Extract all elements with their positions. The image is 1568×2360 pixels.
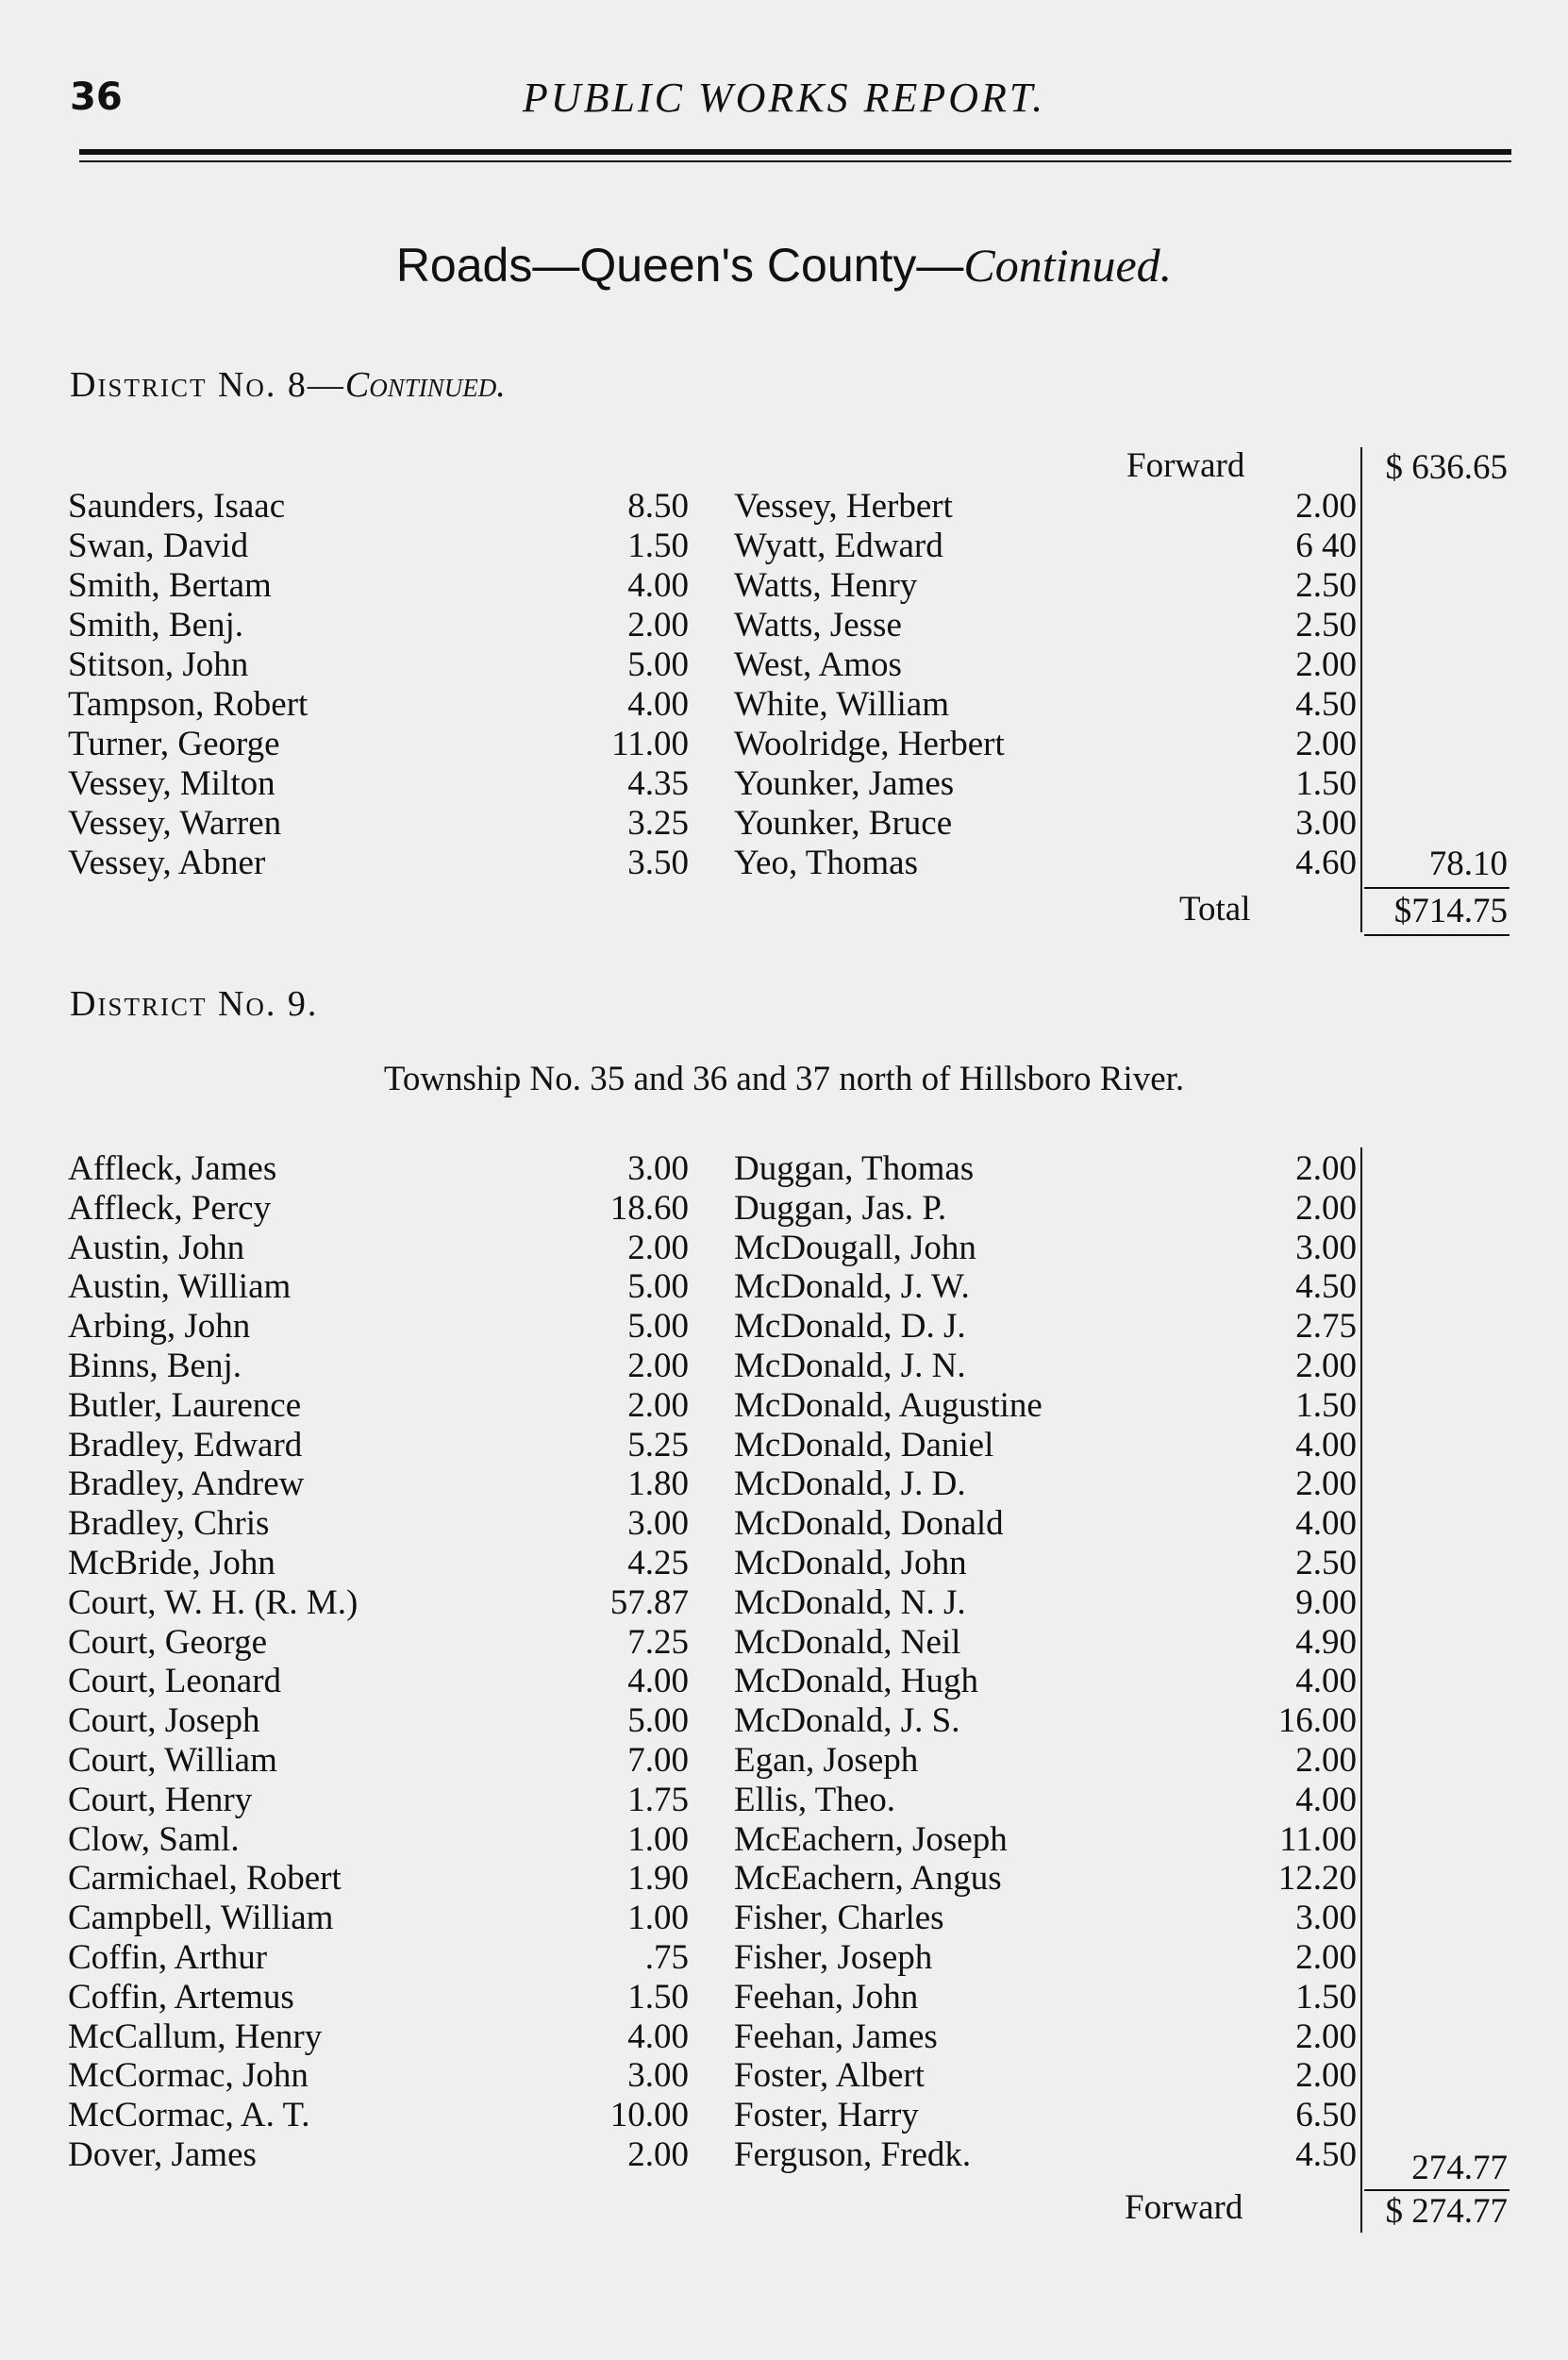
entry-name: McDonald, J. D. (734, 1465, 966, 1504)
entry-amount: 2.00 (1295, 2017, 1357, 2056)
header-rule-thin (79, 160, 1511, 162)
entry-name: Fisher, Charles (734, 1899, 944, 1938)
entry-name: Smith, Bertam (68, 566, 272, 605)
district-8-total-amount: $714.75 (1393, 892, 1508, 930)
entry-amount: 5.00 (627, 1701, 689, 1741)
entry-amount: 6.50 (1295, 2096, 1357, 2135)
table-row (0, 1781, 1568, 1820)
entry-amount: 4.60 (1295, 844, 1357, 882)
entry-name: Bradley, Andrew (68, 1465, 305, 1504)
entry-amount: 2.00 (1295, 1188, 1357, 1228)
table-row (0, 1229, 1568, 1268)
page-title-italic: Continued. (963, 239, 1173, 292)
entry-amount: 4.00 (1295, 1504, 1357, 1544)
district-9-forward-amount: $ 274.77 (1385, 2192, 1508, 2231)
entry-name: McDonald, J. W. (734, 1267, 970, 1307)
entry-name: McDonald, Daniel (734, 1425, 994, 1465)
entry-amount: 2.75 (1295, 1307, 1357, 1347)
district-8-label: District No. 8— (70, 365, 345, 405)
entry-amount: 5.00 (627, 1267, 689, 1307)
entry-amount: 3.00 (627, 1149, 689, 1188)
entry-amount: 1.00 (627, 1819, 689, 1859)
entry-name: McBride, John (68, 1544, 275, 1582)
entry-amount: 2.00 (1295, 487, 1357, 526)
entry-amount: .75 (644, 1938, 689, 1977)
table-row (0, 1741, 1568, 1781)
entry-name: Clow, Saml. (68, 1819, 240, 1859)
entry-name: Court, W. H. (R. M.) (68, 1582, 359, 1622)
entry-name: Coffin, Artemus (68, 1977, 294, 2017)
entry-name: Court, George (68, 1622, 267, 1662)
entry-amount: 1.50 (1295, 764, 1357, 803)
table-row (0, 1701, 1568, 1741)
entry-amount: 2.00 (1295, 2056, 1357, 2096)
district-8-label-italic: Continued. (344, 365, 506, 405)
entry-name: Foster, Harry (734, 2096, 919, 2135)
entry-name: Egan, Joseph (734, 1741, 919, 1780)
entry-amount: 2.00 (627, 1385, 689, 1425)
entry-name: Smith, Benj. (68, 606, 244, 644)
entry-name: McDonald, Neil (734, 1622, 961, 1662)
table-row (0, 1504, 1568, 1544)
table-row (0, 2056, 1568, 2096)
entry-amount: 2.00 (627, 606, 689, 644)
entry-name: Ferguson, Fredk. (734, 2135, 972, 2174)
entry-amount: 2.50 (1295, 566, 1357, 605)
entry-name: Foster, Albert (734, 2056, 926, 2096)
table-row (0, 2135, 1568, 2175)
entry-name: White, William (734, 685, 949, 724)
entry-amount: 57.87 (609, 1582, 689, 1622)
page-title-main: Roads—Queen's County— (395, 239, 964, 292)
page-number: 36 (70, 75, 123, 119)
entry-amount: 5.00 (627, 645, 689, 684)
entry-name: Stitson, John (68, 645, 249, 684)
table-row (0, 487, 1568, 527)
table-row (0, 1307, 1568, 1347)
entry-name: Campbell, William (68, 1899, 334, 1938)
district-8-total-rule (1364, 934, 1510, 936)
entry-name: Younker, Bruce (734, 804, 953, 843)
table-row (0, 1938, 1568, 1978)
entry-name: Swan, David (68, 527, 249, 565)
entry-amount: 4.50 (1295, 1267, 1357, 1307)
entry-name: McCallum, Henry (68, 2017, 323, 2056)
table-row (0, 1859, 1568, 1899)
entry-name: McDonald, Hugh (734, 1662, 978, 1701)
entry-amount: 3.50 (627, 844, 689, 882)
entry-amount: 4.00 (627, 566, 689, 605)
table-row (0, 1267, 1568, 1307)
entry-amount: 4.50 (1295, 2135, 1357, 2174)
entry-amount: 2.00 (1295, 1465, 1357, 1504)
entry-amount: 2.50 (1295, 606, 1357, 644)
entry-amount: 10.00 (609, 2096, 689, 2135)
entry-amount: 4.90 (1295, 1622, 1357, 1662)
table-row (0, 1662, 1568, 1701)
table-row (0, 685, 1568, 725)
table-row (0, 2096, 1568, 2135)
table-row (0, 1978, 1568, 2017)
entry-name: McDonald, Augustine (734, 1385, 1043, 1425)
entry-amount: 4.50 (1295, 685, 1357, 724)
entry-amount: 2.00 (627, 1347, 689, 1385)
entry-name: Affleck, Percy (68, 1188, 272, 1228)
entry-amount: 3.00 (627, 1504, 689, 1544)
entry-name: Feehan, James (734, 2017, 938, 2056)
table-row (0, 1347, 1568, 1386)
entry-amount: 4.00 (1295, 1662, 1357, 1701)
entry-name: Vessey, Herbert (734, 487, 953, 526)
entry-name: Binns, Benj. (68, 1347, 242, 1385)
entry-amount: 3.00 (627, 2056, 689, 2096)
entry-amount: 4.00 (627, 685, 689, 724)
entry-name: Court, Leonard (68, 1662, 282, 1701)
entry-amount: 5.25 (627, 1425, 689, 1465)
entry-amount: 18.60 (609, 1188, 689, 1228)
entry-amount: 2.00 (627, 1228, 689, 1267)
table-row (0, 527, 1568, 566)
entry-name: McEachern, Angus (734, 1859, 1002, 1899)
entry-amount: 2.00 (1295, 725, 1357, 763)
entry-name: Yeo, Thomas (734, 844, 918, 882)
table-row (0, 804, 1568, 844)
table-row (0, 2017, 1568, 2057)
entry-name: Carmichael, Robert (68, 1859, 342, 1899)
entry-name: McEachern, Joseph (734, 1819, 1008, 1859)
entry-amount: 2.00 (1295, 1938, 1357, 1977)
entry-name: Younker, James (734, 764, 955, 803)
entry-name: McDonald, Donald (734, 1504, 1004, 1544)
entry-name: Ellis, Theo. (734, 1780, 895, 1819)
entry-name: McDougall, John (734, 1228, 976, 1267)
entry-amount: 1.00 (627, 1899, 689, 1938)
entry-amount: 4.00 (627, 1662, 689, 1701)
entry-amount: 6 40 (1295, 527, 1357, 565)
district-8-forward-label: Forward (1126, 446, 1245, 485)
entry-amount: 4.00 (1295, 1425, 1357, 1465)
entry-amount: 1.90 (627, 1859, 689, 1899)
entry-name: McCormac, John (68, 2056, 309, 2096)
entry-name: Court, William (68, 1741, 277, 1780)
entry-amount: 16.00 (1277, 1701, 1357, 1741)
entry-name: McDonald, John (734, 1544, 967, 1582)
table-row (0, 1899, 1568, 1938)
entry-amount: 2.00 (1295, 1149, 1357, 1188)
entry-name: Austin, John (68, 1228, 245, 1267)
entry-amount: 1.50 (627, 1977, 689, 2017)
entry-amount: 4.00 (627, 2017, 689, 2056)
table-row (0, 1465, 1568, 1504)
entry-name: Vessey, Abner (68, 844, 266, 882)
entry-amount: 2.00 (1295, 645, 1357, 684)
entry-amount: 1.50 (627, 527, 689, 565)
entry-name: McDonald, J. N. (734, 1347, 966, 1385)
district-9-forward-label: Forward (1125, 2188, 1243, 2227)
entry-name: Watts, Henry (734, 566, 918, 605)
district-8-subtotal-rule (1364, 887, 1510, 889)
district-8-subtotal: 78.10 (1428, 845, 1508, 883)
entry-amount: 4.00 (1295, 1780, 1357, 1819)
entry-amount: 2.00 (1295, 1347, 1357, 1385)
entry-name: Duggan, Jas. P. (734, 1188, 947, 1228)
table-row (0, 1149, 1568, 1189)
entry-name: Tampson, Robert (68, 685, 309, 724)
entry-name: Austin, William (68, 1267, 292, 1307)
entry-amount: 8.50 (627, 487, 689, 526)
entry-amount: 3.00 (1295, 1899, 1357, 1938)
entry-name: McCormac, A. T. (68, 2096, 310, 2135)
entry-name: Fisher, Joseph (734, 1938, 933, 1977)
entry-name: Feehan, John (734, 1977, 919, 2017)
table-row (0, 1386, 1568, 1426)
entry-name: McDonald, D. J. (734, 1307, 966, 1347)
entry-amount: 11.00 (611, 725, 689, 763)
entry-name: Vessey, Milton (68, 764, 275, 803)
entry-amount: 1.75 (627, 1780, 689, 1819)
entry-amount: 9.00 (1295, 1582, 1357, 1622)
district-8-total-label: Total (1179, 890, 1251, 929)
entry-amount: 5.00 (627, 1307, 689, 1347)
entry-name: McDonald, N. J. (734, 1582, 966, 1622)
district-8-heading (70, 364, 506, 406)
table-row (0, 1820, 1568, 1860)
entry-amount: 7.25 (627, 1622, 689, 1662)
entry-name: Watts, Jesse (734, 606, 902, 644)
running-title: PUBLIC WORKS REPORT. (522, 75, 1046, 121)
entry-name: McDonald, J. S. (734, 1701, 960, 1741)
table-row (0, 606, 1568, 645)
entry-amount: 12.20 (1277, 1859, 1357, 1899)
entry-name: Vessey, Warren (68, 804, 282, 843)
entry-amount: 1.50 (1295, 1977, 1357, 2017)
table-row (0, 1426, 1568, 1465)
table-row (0, 1623, 1568, 1663)
entry-amount: 2.00 (627, 2135, 689, 2174)
entry-name: Dover, James (68, 2135, 257, 2174)
table-row (0, 566, 1568, 606)
entry-amount: 3.00 (1295, 1228, 1357, 1267)
entry-amount: 11.00 (1279, 1819, 1357, 1859)
entry-name: Duggan, Thomas (734, 1149, 975, 1188)
entry-amount: 2.00 (1295, 1741, 1357, 1780)
entry-name: Arbing, John (68, 1307, 251, 1347)
entry-amount: 1.50 (1295, 1385, 1357, 1425)
table-row (0, 1544, 1568, 1583)
entry-name: Coffin, Arthur (68, 1938, 268, 1977)
entry-amount: 2.50 (1295, 1544, 1357, 1582)
entry-name: Court, Henry (68, 1780, 253, 1819)
table-row (0, 1583, 1568, 1623)
entry-amount: 3.25 (627, 804, 689, 843)
entry-name: Bradley, Chris (68, 1504, 270, 1544)
district-9-heading: District No. 9. (70, 984, 319, 1024)
table-row (0, 1189, 1568, 1229)
entry-name: Court, Joseph (68, 1701, 260, 1741)
district-9-subheading: Township No. 35 and 36 and 37 north of Hillsboro River. (383, 1060, 1185, 1098)
entry-name: Affleck, James (68, 1149, 277, 1188)
district-9-subtotal: 274.77 (1411, 2149, 1508, 2187)
table-row (0, 764, 1568, 804)
entry-name: West, Amos (734, 645, 902, 684)
district-8-forward-amount: $ 636.65 (1385, 448, 1508, 487)
entry-name: Woolridge, Herbert (734, 725, 1005, 763)
page-title (0, 238, 1568, 293)
entry-name: Bradley, Edward (68, 1425, 303, 1465)
entry-name: Butler, Laurence (68, 1385, 302, 1425)
entry-amount: 1.80 (627, 1465, 689, 1504)
entry-name: Saunders, Isaac (68, 487, 286, 526)
table-row (0, 844, 1568, 883)
entry-name: Turner, George (68, 725, 280, 763)
table-row (0, 645, 1568, 685)
header-rule-thick (79, 149, 1511, 155)
entry-amount: 4.35 (627, 764, 689, 803)
entry-amount: 7.00 (627, 1741, 689, 1780)
entry-amount: 3.00 (1295, 804, 1357, 843)
entry-name: Wyatt, Edward (734, 527, 943, 565)
entry-amount: 4.25 (627, 1544, 689, 1582)
table-row (0, 725, 1568, 764)
